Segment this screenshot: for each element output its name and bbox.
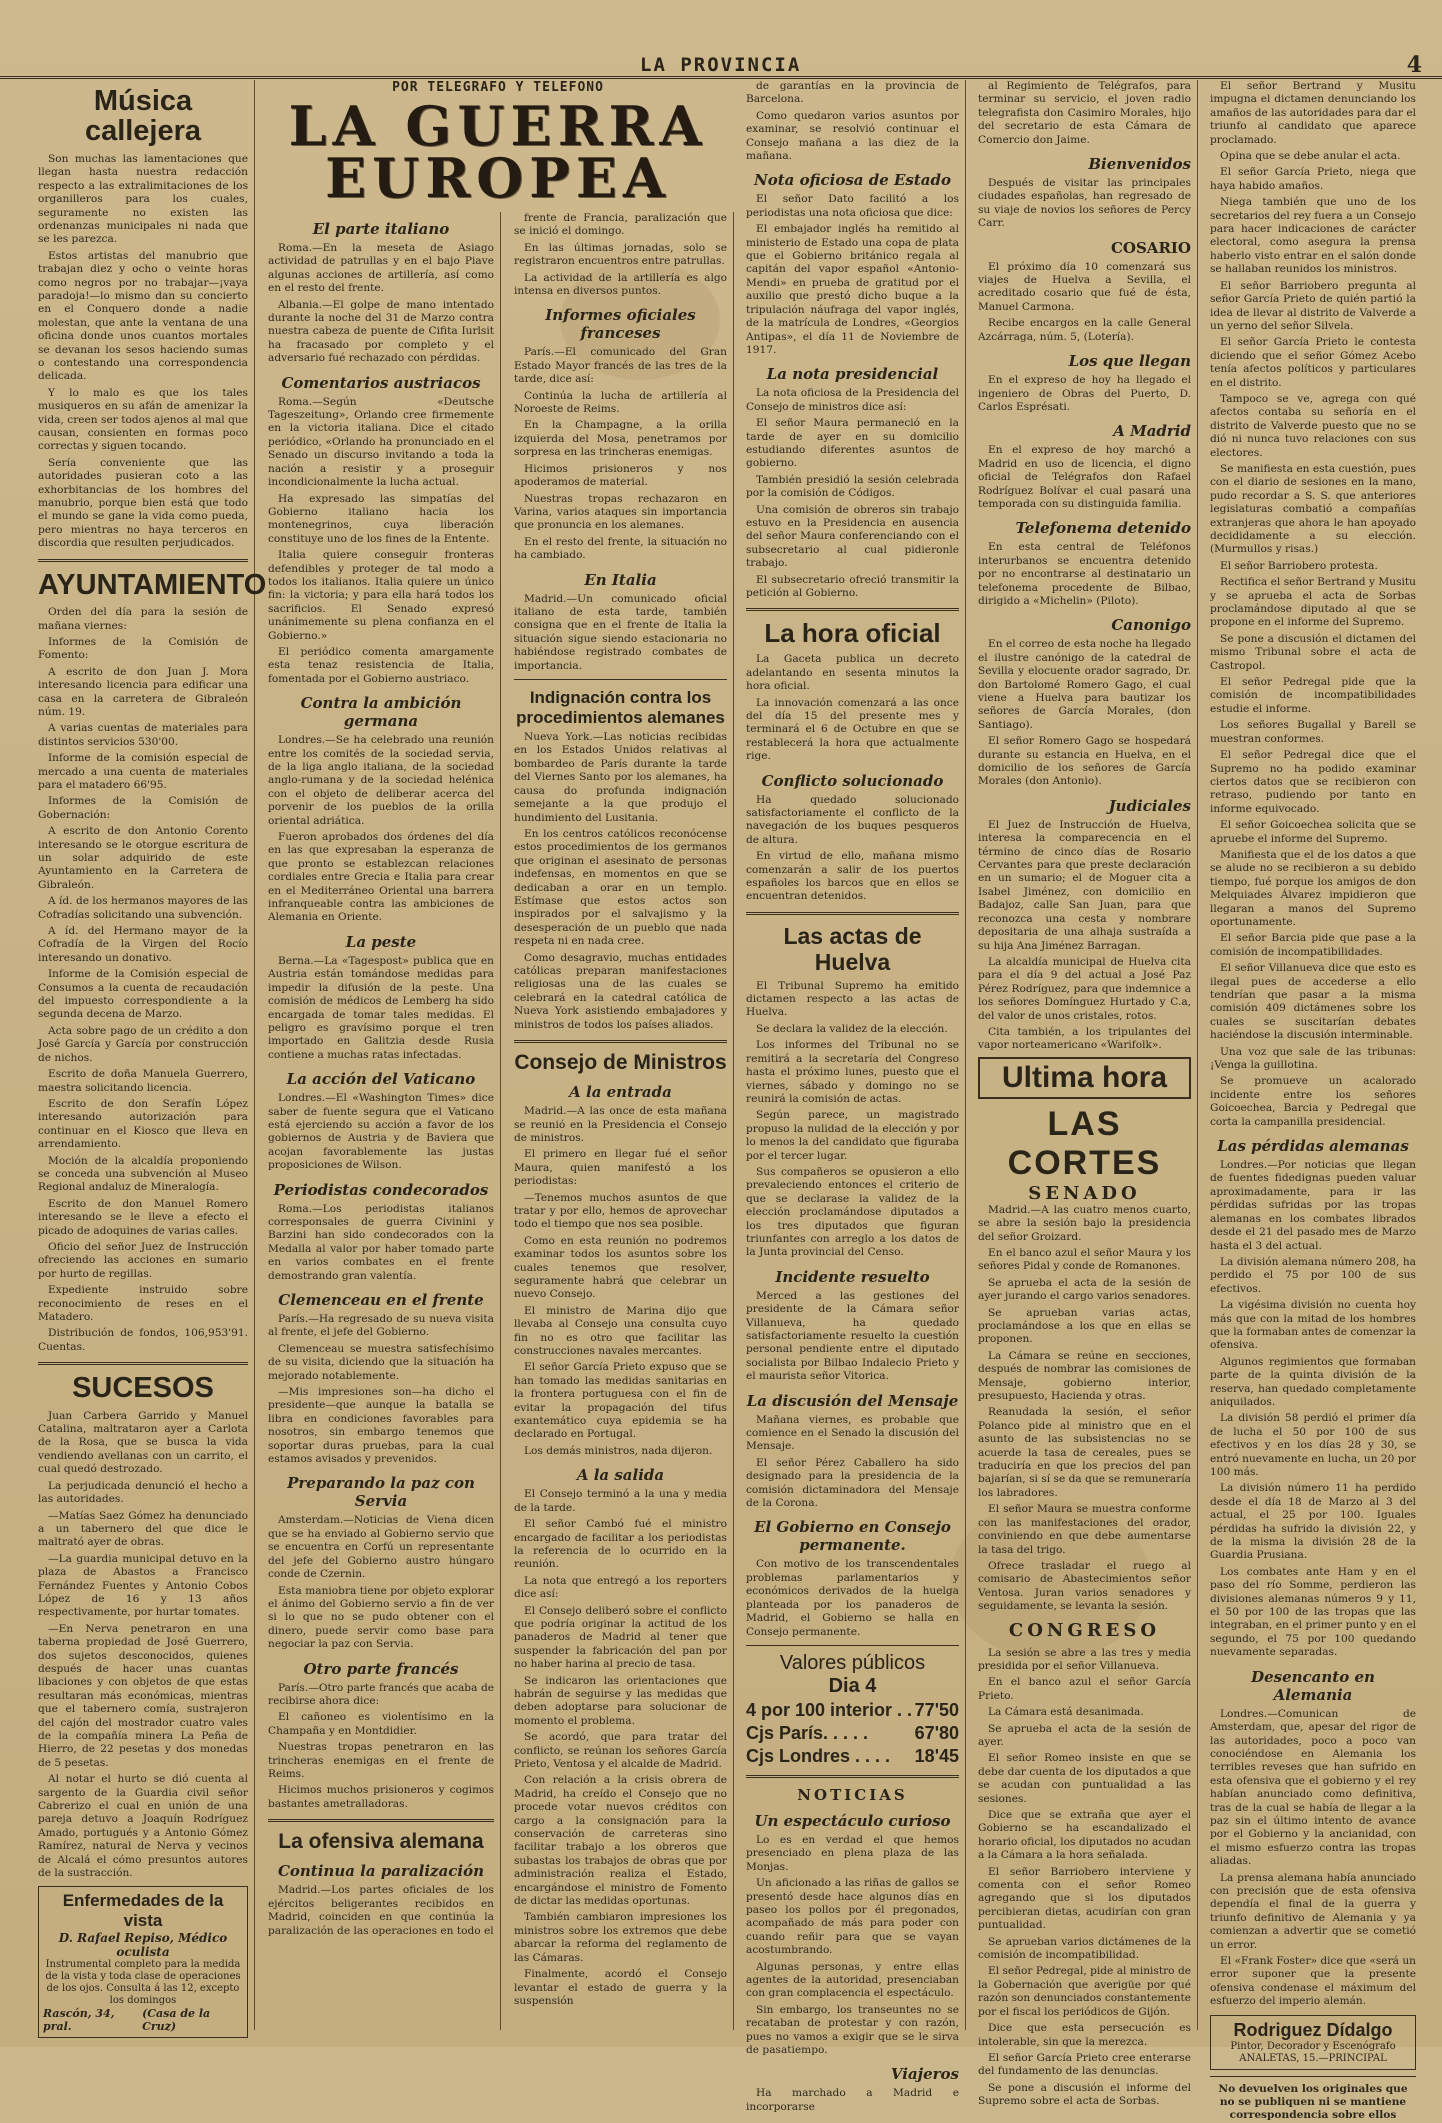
paragraph: Con relación a la crisis obrera de Madrid, ha creído el Consejo que no procede votar nuevos créditos con cargo a la consignación para la conservación de carreteras sino facilitar trabajo a los obreros que subastas los trabajos de obras que por administración realiza el Estado, encargándose el ministro de Fomento de dictar las medidas oportunas. [514,1774,727,1908]
paragraph: Continúa la lucha de artillería al Noroeste de Reims. [514,389,727,416]
divider [268,1819,494,1822]
paragraph: En la Champagne, a la orilla izquierda del Mosa, penetramos por sorpresa en las trincheras enemigas. [514,419,727,459]
paragraph: Se aprueban varias actas, proclamándose a los que en ellas se proponen. [978,1306,1191,1346]
consejo-title: Consejo de Ministros [514,1051,727,1074]
valores-value: 77'50 [914,1699,959,1720]
paragraph: Después de visitar las principales ciudades españolas, han regresado de su viaje de novios los señores de Percy Carr. [978,177,1191,230]
paragraph: Dice que esta persecución es intolerable, sin que la merezca. [978,2022,1191,2048]
paragraph: Ofrece trasladar el ruego al comisario de Abastecimientos señor Ventosa. Juran varios senadores y seguidamente, se levanta la sesión. [978,1559,1191,1613]
paragraph: El Juez de Instrucción de Huelva, interesa la comparecencia en el término de cinco días de Rosario Cervantes para que preste declaración en un sumario; el de Moguer cita a Isabel Jiménez, con domicilio en Badajoz, calle San Juan, para que reconozca una cesta y nombrare depositaria de una alhaja sustraída a su hija Ana Jiménez Barragan. [978,818,1191,952]
masthead [0,52,1442,79]
paragraph: Londres.—Por noticias que llegan de fuentes fidedignas pueden valuar aproximadamente, para ir las pérdidas sufridas por las tropas alemanas en los combates librados desde el 21 del pasado mes de Marzo hasta el 3 del actual. [1210,1159,1416,1252]
paragraph: Reanudada la sesión, el señor Polanco pide al ministro que en el asunto de las subsistencias no se acuerde la tasa de cereales, pues se traduciría en que los precios del pan bajarían, si sí se da que se remuneraría los labradores. [978,1406,1191,1499]
section-head: Desencanto en Alemania [1251,1667,1375,1704]
ad-name: Rodriguez Dídalgo [1233,2019,1393,2040]
hora-title: La hora oficial [764,618,941,649]
paragraph: Hicimos muchos prisioneros y cogimos bastantes ametralladoras. [268,1784,494,1810]
section-head: Los que llegan [1068,352,1191,371]
section-head: La acción del Vaticano [286,1070,476,1089]
paragraph: El señor Dato facilitó a los periodistas una nota oficiosa que dice: [746,193,959,219]
paragraph: La división alemana número 208, ha perdido el 75 por 100 de sus efectivos. [1210,1255,1416,1295]
paragraph: Una comisión de obreros sin trabajo estuvo en la Presidencia en ausencia del señor Maura conferenciando con el subsecretario al cual pidieronle trabajo. [746,503,959,570]
section-head: Periodistas condecorados [273,1180,489,1199]
paragraph: El primero en llegar fué el señor Maura, quien manifestó a los periodistas: [514,1148,727,1188]
paragraph: Dice que se extraña que ayer el Gobierno se ha escandalizado el horario oficial, los diputados no acudan a la Cámara a la hora señalada. [978,1809,1191,1862]
paragraph: Oficio del señor Juez de Instrucción ofreciendo las acciones en sumario por hurto de regillas. [38,1240,248,1280]
section-head: Telefonema detenido [1015,519,1191,538]
divider [38,559,248,562]
paragraph: Ha marchado a Madrid e incorporarse [746,2087,959,2113]
valores-publicos [746,1652,959,1767]
ofensiva-title: La ofensiva alemana [278,1830,484,1854]
divider [746,912,959,915]
paragraph: Estos artistas del manubrio que trabajan diez y ocho o veinte horas como negros por no trabajar—¡vaya paradoja!—lo mismo dan su concierto en el Conquero donde a nadie molestan, que ante la ventana de una oficina donde unos cuantos mortales se devanan los sesos haciendo sumas o contestando una correspondencia delicada. [38,249,248,383]
paragraph: Opina que se debe anular el acta. [1220,150,1401,163]
column-5 [972,80,1198,2108]
paragraph: El señor Romero Gago se hospedará durante su estancia en Huelva, en el domicilio de los señores de García Morales (don Antonio). [978,735,1191,788]
section-head: El Gobierno en Consejo permanente. [754,1518,951,1555]
section-head: Judiciales [1108,796,1191,815]
paragraph: Acta sobre pago de un crédito a don José García y García por construcción de nichos. [38,1024,248,1064]
paragraph: El señor Barriobero interviene y comenta con el señor Romeo agregando que si los diputados percibieran dietas, acudirían con gran puntualidad. [978,1865,1191,1932]
paragraph: También presidió la sesión celebrada por la comisión de Códigos. [746,473,959,500]
paragraph: frente de Francia, paralización que se inició el domingo. [514,212,727,238]
paragraph: Los demás ministros, nada dijeron. [524,1444,713,1457]
section-head: A la salida [576,1466,665,1485]
valores-value: 67'80 [914,1722,959,1743]
paragraph: Londres.—Comunican de Amsterdam, que, apesar del rigor de las autoridades, poco a poco van conociéndose en Alemania los terribles reveses que han sufrido en esta ofensiva que el gobierno y el rey habían anunciado como definitiva, tras de la cual se había de llegar a la paz sin el último intento de avance por el Gobierno y la ancianidad, con el mismo esfuerzo contra las tropas aliadas. [1210,1707,1416,1868]
column-6 [1204,80,1422,2122]
paragraph: La Gaceta publica un decreto adelantando en sesenta minutos la hora oficial. [746,653,959,693]
paragraph: al Regimiento de Telégrafos, para terminar su servicio, el joven radio telegrafista don Casimiro Morales, hijo del secretario de esta Cámara de Comercio don Jaime. [978,80,1191,146]
paragraph: París.—El comunicado del Gran Estado Mayor francés de las tres de la tarde, dice así: [514,346,727,386]
paragraph: de garantías en la provincia de Barcelona. [746,80,959,106]
paragraph: La división 58 perdió el primer día de lucha el 50 por 100 de sus efectivos y en los días 28 y 30, se entró nuevamente en lucha, un 20 por 100 más. [1210,1412,1416,1478]
paragraph: El señor Villanueva dice que esto es ilegal pues de accederse a ello tendrían que pasar a la misma comisión 409 dictámenes sobre los cuales se suscitarían debates haciéndose la discusión interminable. [1210,962,1416,1042]
paragraph: El próximo día 10 comenzará sus viajes de Huelva a Sevilla, el acreditado cosario que fué de ésta, Manuel Carmona. [978,260,1191,313]
paragraph: El Tribunal Supremo ha emitido dictamen respecto a las actas de Huelva. [746,979,959,1019]
guerra-title-line2: EUROPEA [325,146,671,210]
paragraph: En las últimas jornadas, solo se registraron encuentros entre patrullas. [514,241,727,268]
paragraph: Se aprueba el acta de la sesión de ayer jurando el cargo varios senadores. [978,1276,1191,1303]
paragraph: En virtud de ello, mañana mismo comenzarán a salir de los puertos españoles los barcos que en ellos se encuentran detenidos. [746,850,959,903]
paragraph: Clemenceau se muestra satisfechísimo de su visita, diciendo que la situación ha mejorado notablemente. [268,1342,494,1382]
paragraph: Sus compañeros se opusieron a ello prevaleciendo entonces el criterio de que se declarase la validez de la elección proclamándose diputados a los tres diputados que figuran triunfantes con arreglo a los datos de la Junta provincial del Censo. [746,1165,959,1259]
paragraph: El señor Pedregal, pide al ministro de la Gobernación que averigüe por qué razón son denunciados constantemente por el fiscal los periódicos de Gijón. [978,1965,1191,2018]
sucesos-body [38,1410,248,1881]
paragraph: La actividad de la artillería es algo intensa en diversos puntos. [514,271,727,298]
valores-title: Valores públicos [779,1651,926,1674]
paragraph: El señor García Prieto le contesta diciendo que el señor Gómez Acebo tenía afectos políticos y particulares en el distrito. [1210,336,1416,389]
paragraph: El señor Pérez Caballero ha sido designado para la presidencia de la comisión dictaminadora del Mensaje de la Corona. [746,1456,959,1510]
paragraph: Expediente instruido sobre reconocimiento de reses en el Matadero. [38,1284,248,1323]
paragraph: Informe de la comisión especial de mercado a una cuenta de materiales para el matadero 66'95. [38,752,248,791]
paragraph: La nota que entregó a los reporters dice así: [514,1574,727,1601]
valores-row [746,1746,959,1767]
paragraph: A varias cuentas de materiales para distintos servicios 530'00. [38,722,248,748]
paragraph: El Consejo terminó a la una y media de la tarde. [514,1488,727,1514]
paragraph: Se acordó, que para tratar del conflicto, se reúnan los señores García Prieto, Ventosa y el alcalde de Madrid. [514,1731,727,1771]
valores-row [746,1723,959,1744]
paragraph: El cañoneo es violentísimo en la Champaña y en Montdidier. [268,1711,494,1737]
paragraph: Una voz que sale de las tribunas: ¡Venga la guillotina. [1210,1045,1416,1072]
paragraph: El señor Bertrand y Musitu impugna el dictamen denunciando los amaños de las autoridades para dar el triunfo al candidato que aparece proclamado. [1210,80,1416,146]
paragraph: Madrid.—A las once de esta mañana se reunió en la Presidencia el Consejo de ministros. [514,1105,727,1144]
section-head: Nota oficiosa de Estado [754,171,951,190]
valores-day: Dia 4 [828,1674,877,1697]
section-head: A Madrid [1113,422,1191,441]
paragraph: A íd. de los hermanos mayores de las Cofradías solicitando una subvención. [38,895,248,921]
divider [514,1040,727,1043]
paragraph: El señor Pedregal pide que la comisión de incompatibilidades estudie el informe. [1210,676,1416,715]
musica-body [38,153,248,551]
paragraph: El señor García Prieto cree enterarse del fundamento de las denuncias. [978,2051,1191,2078]
ad-line2: ANALETAS, 15.—PRINCIPAL [1239,2052,1387,2064]
ad-doctor: D. Rafael Repiso, Médico oculista [58,1931,228,1960]
paragraph: Se declara la validez de la elección. [756,1022,948,1035]
paragraph: Se manifiesta en esta cuestión, pues con el diario de sesiones en la mano, pudo recordar a S. S. que anteriores legislaturas combatió a compañías extranjeras que ahora le han apoyado decididamente a su elección. (Murmullos y risas.) [1210,462,1416,556]
paragraph: Como quedaron varios asuntos por examinar, se resolvió continuar el Consejo mañana a las diez de la mañana. [746,109,959,163]
section-head: La discusión del Mensaje [746,1391,959,1410]
paragraph: En el banco azul el señor Maura y los señores Pidal y conde de Romanones. [978,1246,1191,1273]
paragraph: En el expreso de hoy marchó a Madrid en uso de licencia, el digno oficial de Telégrafos don Rafael Rodríguez Bolívar el cual pasará una temporada con su distinguida familia. [978,444,1191,510]
paragraph: Madrid.—A las cuatro menos cuarto, se abre la sesión bajo la presidencia del señor Groizard. [978,1203,1191,1243]
paragraph: El señor García Prieto expuso que se han tomado las medidas sanitarias en la frontera portuguesa con el fin de evitar la propagación del tifus exantemático cuya epidemia se ha declarado en Portugal. [514,1361,727,1441]
page-number: 4 [1406,52,1422,78]
paragraph: La Cámara está desanimada. [988,1706,1144,1719]
section-head: Otro parte francés [303,1659,459,1678]
paragraph: La división número 11 ha perdido desde el día 18 de Marzo al 3 del actual, el 25 por 100. Iguales pérdidas ha sufrido la división 22, y de la misma la división 28 de la Guardia Prusiana. [1210,1482,1416,1562]
paragraph: Informe de la Comisión especial de Consumos a la cuenta de recaudación del impuesto correspondiente a la segunda decena de Marzo. [38,968,248,1021]
paragraph: El ministro de Marina dijo que llevaba al Consejo una consulta cuyo fin no es otro que facilitar las construcciones navales mercantes. [514,1304,727,1358]
guerra-title [262,94,734,210]
paragraph: Algunos regimientos que formaban parte de la quinta división de la reserva, han quedado completamente aniquilados. [1210,1355,1416,1408]
paragraph: Los señores Bugallal y Barell se muestran conformes. [1210,719,1416,745]
paragraph: A escrito de don Antonio Corento interesando se le otorgue escritura de un solar adquirido de este Ayuntamiento en la Carretera de Gibraleón. [38,825,248,891]
masthead-title: LA PROVINCIA [640,54,802,76]
paragraph: Como en esta reunión no podremos examinar todos los asuntos sobre los cuales tenemos que resolver, seguramente habrá que celebrar un nuevo Consejo. [514,1234,727,1301]
paragraph: Manifiesta que el de los datos a que se alude no se recibieron a su debido tiempo, fué porque los amigos de don Melquiades Álvarez impidieron que llegaran a manos del Supremo oportunamente. [1210,848,1416,928]
ayuntamiento-title: AYUNTAMIENTO [38,568,267,601]
paragraph: Nueva York.—Las noticias recibidas en los Estados Unidos relativas al bombardeo de París durante la tarde del Viernes Santo por los alemanes, ha causa do profunda indignación semejante a la que produjo el hundimiento del Lusitania. [514,731,727,824]
valores-label: Cjs París. . . . . [746,1722,869,1743]
paragraph: El señor Barriobero pregunta al señor García Prieto de quién partió la idea de llevar al distrito de Valverde a un yerno del señor Silvela. [1210,279,1416,332]
section-head: Contra la ambición germana [300,694,462,731]
paragraph: Roma.—Según «Deutsche Tageszeitung», Orlando cree firmemente en la victoria italiana. Dice el citado periódico, «Orlando ha pronunciado en el Senado un discurso invitando a toda la nación a resistir y a proseguir incondicionalmente la lucha actual. [268,395,494,489]
section-head: En Italia [584,570,657,589]
section-head: Viajeros [890,2065,959,2084]
paragraph: Informes de la Comisión de Gobernación: [38,795,248,821]
divider [1210,2076,1416,2077]
painter-ad [1210,2015,1416,2070]
paragraph: En el resto del frente, la situación no ha cambiado. [514,535,727,562]
paragraph: Mañana viernes, es probable que comience en el Senado la discusión del Mensaje. [746,1413,959,1453]
section-head: COSARIO [1110,238,1191,257]
paragraph: En el banco azul el señor García Prieto. [978,1676,1191,1702]
paragraph: París.—Otro parte francés que acaba de recibirse ahora dice: [268,1681,494,1707]
paragraph: Londres.—Se ha celebrado una reunión entre los comités de la sociedad servia, de la liga anglo italiana, de la sociedad anglo-rumana y de la sociedad helénica con el objeto de deliberar acerca del porvenir de los pueblos de la orilla oriental adriática. [268,734,494,827]
paragraph: Cita también, a los tripulantes del vapor norteamericano «Warifolk». [978,1025,1191,1052]
paragraph: Londres.—El «Washington Times» dice saber de fuente segura que el Vaticano está ejerciendo su acción a favor de los gobiernos de Austria y de Baviera que acojan favorablemente las justas proposiciones de Wilson. [268,1092,494,1172]
section-head: Clemenceau en el frente [278,1291,484,1309]
paragraph: La Cámara se reúne en secciones, después de nombrar las comisiones de Mensaje, gobierno interior, presupuesto, Hacienda y otras. [978,1349,1191,1403]
section-head: Incidente resuelto [775,1267,930,1286]
paragraph: Como desagravio, muchas entidades católicas preparan manifestaciones religiosas una de las cuales se celebrará en la catedral católica de Nueva York asistiendo embajadores y ministros de todos los países aliados. [514,951,727,1031]
paragraph: —La guardia municipal detuvo en la plaza de Abastos a Francisco Fernández Fuentes y Antonio Cobos López de 16 y 13 años respectivamente, por hurtar tomates. [38,1552,248,1619]
noticias-title: NOTICIAS [797,1785,908,1804]
paragraph: Ha quedado solucionado satisfactoriamente el conflicto de la navegación de los buques pesqueros de altura. [746,793,959,846]
paragraph: Niega también que uno de los secretarios del rey fuera a un Consejo para hacer indicaciones de carácter electoral, como asegura la prensa haberlo visto entrar en el salón donde se hallaban reunidos los ministros. [1210,196,1416,276]
paragraph: El periódico comenta amargamente esta tenaz resistencia de Italia, fomentada por el Gobierno austriaco. [268,645,494,685]
ofensiva-sub: Continua la paralización [277,1862,485,1881]
indignacion-title: Indignación contra los procedimientos alemanes [516,687,725,727]
paragraph: —Mis impresiones son—ha dicho el presidente—que aunque la batalla se libra en condiciones favorables para nosotros, sin embargo tenemos que soportar duras pruebas, para la cual estamos avisados y prevenidos. [268,1386,494,1466]
paragraph: Se aprueba el acta de la sesión de ayer. [978,1722,1191,1748]
column-4 [740,80,966,2113]
paragraph: Sin embargo, los transeuntes no se recataban de protestar y con razón, pues no vamos a exigir que se le sirva de pasatiempo. [746,2003,959,2057]
paragraph: En el expreso de hoy ha llegado el ingeniero de Obras del Puerto, D. Carlos Esprésati. [978,374,1191,413]
section-head: Canonigo [1111,616,1191,635]
section-head: El parte italiano [312,220,450,238]
paragraph: En esta central de Teléfonos interurbanos se encuentra detenido por no encontrarse al destinatario un telefonema procedente de Bilbao, dirigido a «Michelin» (Piloto). [978,541,1191,607]
paragraph: La alcaldía municipal de Huelva cita para el día 9 del actual a José Paz Pérez Rodríguez, para que indemnice a los señores Domínguez Hurtado y C.a, del valor de unos cristales, rotos. [978,955,1191,1022]
section-head: Preparando la paz con Servia [287,1474,475,1511]
paragraph: Albania.—El golpe de mano intentado durante la noche del 31 de Marzo contra nuestra cabeza de puente de Cifita Iurlsit ha fracasado por completo y el adversario fué rechazado con pérdidas. [268,298,494,365]
senado-title: SENADO [1028,1182,1141,1204]
section-head: La peste [345,932,417,951]
paragraph: La prensa alemana había anunciado con precisión que de esta ofensiva dependía el final de la guerra y triunfo definitivo de Alemania y ya comienzan a advertir que se cometió un error. [1210,1871,1416,1951]
congreso-title: CONGRESO [1008,1619,1161,1641]
paragraph: Algunas personas, y entre ellas agentes de la autoridad, presenciaban con gran complacencia el espectáculo. [746,1960,959,2000]
paragraph: En el correo de esta noche ha llegado el ilustre canónigo de la catedral de Sevilla y elocuente orador sagrado, Dr. don Bartolomé Romero Gago, el cual viene a Huelva para bautizar los señores de García Morales, (don Santiago). [978,638,1191,731]
valores-row [746,1700,959,1721]
divider [38,1362,248,1365]
eye-doctor-ad [38,1886,248,2038]
paragraph: La innovación comenzará a las once del día 15 del presente mes y terminará el 6 de Octubre en que se restablecerá la hora que actualmente rige. [746,696,959,763]
paragraph: París.—Ha regresado de su nueva visita al frente, el jefe del Gobierno. [268,1313,494,1339]
ayuntamiento-body [38,606,248,1354]
paragraph: —Matías Saez Gómez ha denunciado a un tabernero del que dice le maltrató ayer de obras. [38,1509,248,1549]
paragraph: La vigésima división no cuenta hoy más que con la mitad de los hombres que la formaban antes de comenzar la ofensiva. [1210,1299,1416,1352]
divider [746,1645,959,1646]
ad-line1: Pintor, Decorador y Escenógrafo [1230,2040,1396,2052]
paragraph: Escrito de don Serafín López interesando autorización para continuar en el Kiosco que lleva en arrendamiento. [38,1097,248,1151]
paragraph: Italia quiere conseguir fronteras defendibles y proteger de tal modo a todos los italianos. Italia quiere un único fin: la victoria; y para ella hará todos los sacrificios. El Senado expresó unánimemente su plena confianza en el Gobierno.» [268,549,494,642]
paragraph: Escrito de don Manuel Romero interesando se le lleve a efecto el picado de adoquines de varias calles. [38,1197,248,1237]
paragraph: Tampoco se ve, agrega con qué afectos contaba su señoría en el distrito de Valverde puesto que no se dió ni nunca tuvo relaciones con sus electores. [1210,392,1416,459]
section-head: Comentarios austriacos [281,373,481,392]
paragraph: Recibe encargos en la calle General Azcárraga, núm. 5, (Lotería). [978,317,1191,343]
paragraph: Son muchas las lamentaciones que llegan hasta nuestra redacción respecto a las extralimitaciones de los organilleros para los cuales, seguramente no existen las ordenanzas municipales ni nada que se les parezca. [38,152,248,246]
paragraph: Con motivo de los transcendentales problemas parlamentarios y económicos derivados de la huelga planteada por los panaderos de Madrid, el Gobierno se halla en Consejo permanente. [746,1558,959,1638]
paragraph: Se pone a discusión el dictamen del mismo Tribunal sobre el acta de Castropol. [1210,632,1416,672]
section-head: Bienvenidos [1088,155,1191,174]
paragraph: El señor Maura se muestra conforme con las manifestaciones del orador, conviniendo en que debe aumentarse la tasa del trigo. [978,1503,1191,1556]
paragraph: Los combates ante Ham y en el paso del río Somme, perdieron las divisiones alemanas números 9 y 11, el 50 por 100 de las tropas que las integraban, en el primer punto y en el segundo, el 75 por 100 quedando nuevamente separadas. [1210,1565,1416,1659]
paragraph: El señor Maura permaneció en la tarde de ayer en su domicilio estudiando diferentes asuntos de gobierno. [746,417,959,470]
paragraph: El señor Romeo insiste en que se debe dar cuenta de los diputados a que se acudan con puntualidad a las sesiones. [978,1752,1191,1805]
section-head: Las pérdidas alemanas [1217,1137,1409,1156]
paragraph: La perjudicada denunció el hecho a las autoridades. [38,1479,248,1506]
paragraph: El señor Goicoechea solicita que se apruebe el informe del Supremo. [1210,819,1416,845]
paragraph: Hicimos prisioneros y nos apoderamos de material. [514,462,727,489]
paragraph: Fueron aprobados dos órdenes del día en las que expresaban la esperanza de que pronto se establezcan relaciones cordiales entre Grecia e Italia para crear en el Mediterráneo Oriental una barrera infranqueable contra las ambiciones de Alemania en Oriente. [268,831,494,924]
paragraph: El «Frank Foster» dice que «será un error suponer que la presente ofensiva condenase el máximum del esfuerzo del imperio alemán. [1210,1955,1416,2008]
paragraph: Moción de la alcaldía proponiendo se conceda una subvención al Museo Regional andaluz de Mineralogía. [38,1154,248,1194]
paragraph: —Tenemos muchos asuntos de que tratar y por ello, hemos de aprovechar todo el tiempo que nos sea posible. [514,1191,727,1231]
paragraph: Madrid.—Un comunicado oficial italiano de esta tarde, también consigna que en el frente de Italia la situación sigue siendo estacionaria no habiéndose registrado combates de importancia. [514,592,727,672]
paragraph: Según parece, un magistrado propuso la nulidad de la elección y por lo menos la del candidato que figuraba por el tercer lugar. [746,1109,959,1162]
paragraph: Se aprueban varios dictámenes de la comisión de incompatibilidad. [978,1935,1191,1962]
section-head: Conflicto solucionado [761,771,944,790]
paragraph: Amsterdam.—Noticias de Viena dicen que se ha enviado al Gobierno servio que se encuentra en Corfú un representante del jefe del Gobierno austro húngaro conde de Czernin. [268,1514,494,1581]
paragraph: Y lo malo es que los tales musiqueros en su afán de amenizar la vida, creen ser todos ajenos al mal que causan, consienten en formas poco correctas y siguen tocando. [38,386,248,453]
paragraph: Berna.—La «Tagespost» publica que en Austria están tomándose medidas para impedir la difusión de la peste. Una comisión de médicos de Lemberg ha sido encargada de tomar tales medidas. El peligro es gravísimo porque el tren importado en Galitzia desde Rusia contiene a muchas ratas infectadas. [268,954,494,1061]
paragraph: Escrito de doña Manuela Guerrero, maestra solicitando licencia. [38,1068,248,1094]
paragraph: Esta maniobra tiene por objeto explorar el ánimo del Gobierno servio a fin de ver si lo que no se pudo obtener con el dinero, puede servir como base para negociar la paz con Servia. [268,1584,494,1651]
paragraph: Los informes del Tribunal no se remitirá a la secretaría del Congreso hasta el próximo lunes, puesto que el viernes, sábado y domingo no se reunirá la comisión de actas. [746,1039,959,1105]
column-2 [262,212,501,2030]
section-head: Un espectáculo curioso [754,1811,951,1830]
paragraph: Roma.—Los periodistas italianos corresponsales de guerra Civinini y Barzini han sido condecorados con la Medalla al valor por haber tomado parte en varios combates en el frente demostrando gran valentía. [268,1202,494,1282]
paragraph: Finalmente, acordó el Consejo levantar el estado de guerra y la suspensión [514,1968,727,2007]
paragraph: Orden del día para la sesión de mañana viernes: [38,606,248,632]
paragraph: El señor Barriobero protesta. [1220,559,1378,572]
divider [746,608,959,611]
actas-title: Las actas de Huelva [783,922,922,976]
valores-value: 18'45 [914,1745,959,1766]
footer-note: No devuelven los originales que no se publiquen ni se mantiene correspondencia sobre ellos [1218,2082,1408,2122]
paragraph: Se pone a discusión el informe del Supremo sobre el acta de Sorbas. [978,2081,1191,2108]
paragraph: Al notar el hurto se dió cuenta al sargento de la Guardia civil señor Cabrerizo el cual en unión de una pareja detuvo a Joaquín Rodríguez Amado, portugués y a Antonio Gómez Ramírez, natural de Nerva y vecinos de Alcalá el cómo presuntos autores de la sustracción. [38,1773,248,1880]
paragraph: Informes de la Comisión de Fomento: [38,635,248,662]
paragraph: El embajador inglés ha remitido al ministerio de Estado una copa de plata que el Gobierno británico regala al capitán del vapor español «Antonio-Mendi» en prueba de gratitud por el auxilio que prestó dicho buque a la tripulación náufraga del vapor inglés, de la matrícula de Londres, «Georgios Antipas», el día 11 de Noviembre de 1917. [746,223,959,356]
paragraph: A escrito de don Juan J. Mora interesando licencia para edificar una casa en la carretera de Gibraleón núm. 19. [38,665,248,718]
divider [514,679,727,680]
paragraph: El subsecretario ofreció transmitir la petición al Gobierno. [746,573,959,599]
paragraph: La sesión se abre a las tres y media presidida por el señor Villanueva. [978,1646,1191,1672]
section-head: La nota presidencial [766,365,939,384]
ad-text: Instrumental completo para la medida de la vista y toda clase de operaciones de los ojos. Consulta á las 12, excepto los domingos [45,1959,241,2007]
paragraph: Distribución de fondos, 106,953'91. Cuentas. [38,1327,248,1353]
paragraph: La nota oficiosa de la Presidencia del Consejo de ministros dice así: [746,387,959,413]
valores-label: 4 por 100 interior . . [746,1699,913,1720]
paragraph: Nuestras tropas penetraron en las trincheras enemigas en el frente de Reims. [268,1741,494,1780]
paragraph: El señor Cambó fué el ministro encargado de facilitar a los periodistas la referencia de lo ocurrido en la reunión. [514,1518,727,1571]
sucesos-title: SUCESOS [72,1372,214,1405]
paragraph: Lo es en verdad el que hemos presenciado en plena plaza de las Monjas. [746,1833,959,1873]
column-1 [32,80,267,2034]
paragraph: El señor García Prieto, niega que haya habido amaños. [1210,166,1416,192]
divider [746,1775,959,1778]
paragraph: Rectifica el señor Bertrand y Musitu y se aprueba el acta de Sorbas proclamándose diputado al que se propone en el informe del Supremo. [1210,576,1416,629]
valores-label: Cjs Londres . . . . [746,1745,891,1766]
ad-address-right: (Casa de la Cruz) [142,2007,211,2034]
paragraph: —En Nerva penetraron en una taberna propiedad de José Guerrero, dos sujetos desconocidos, quienes después de hacer unas cuantas libaciones y con objetos de que estas resultaran más económicas, mientras que el tabernero comía, sustrajeron del cajón del mostrador cuatro vales de la compañía minera La Peña de Hierro, de 22 pesetas y dos monedas de 5 pesetas. [38,1622,248,1769]
guerra-title-line1: LA GUERRA [288,94,708,158]
musica-title: Música callejera [84,85,202,148]
paragraph: Merced a las gestiones del presidente de la Cámara señor Villanueva, ha quedado satisfactoriamente resuelto la cuestión personal pendiente entre el diputado socialista por Bilbao Indalecio Prieto y el maurista señor Vitorica. [746,1289,959,1383]
column-3 [508,212,734,2030]
guerra-kicker: POR TELEGRAFO Y TELEFONO [392,80,604,95]
paragraph: Un aficionado a las riñas de gallos se presentó desde hace algunos días en paseo los pollos por él pregonados, acompañado de más para poder con cuando reñir para que se vayan acostumbrando. [746,1877,959,1957]
cortes-title: LAS CORTES [1007,1104,1162,1182]
ad-title: Enfermedades de la vista [62,1891,224,1931]
paragraph: En los centros católicos reconócense estos procedimientos de los germanos que originan el asesinato de personas indefensas, en momentos en que se dedicaban a orar en un templo. Estímase que estos actos son inspirados por el salvajismo y la desesperación de un pueblo que nada respeta ni en nada cree. [514,827,727,948]
ultima-hora-title: Ultima hora [978,1057,1191,1099]
section-head: A la entrada [569,1083,672,1102]
ad-address [43,2007,243,2033]
paragraph: Se promueve un acalorado incidente entre los señores Goicoechea, Barcia y Pedregal que corta la campanilla presidencial. [1210,1075,1416,1128]
paragraph: Se indicaron las orientaciones que habrán de seguirse y las medidas que deben adoptarse para solucionar de momento el problema. [514,1674,727,1727]
section-head: Informes oficiales franceses [545,306,696,343]
paragraph: El Consejo deliberó sobre el conflicto que podría originar la actitud de los panaderos de Madrid al tener que suspender la fabricación del pan por no haber harina al precio de tasa. [514,1604,727,1671]
paragraph: Sería conveniente que las autoridades pusieran coto a las exhorbitancias de los hombres del manubrio, porque bien está que todo el mundo se gane la vida como pueda, pero mientras no haya terceros en discordia que resulten perjudicados. [38,456,248,550]
paragraph: Madrid.—Los partes oficiales de los ejércitos beligerantes recibidos en Madrid, coinciden en que continúa la paralización de las operaciones en todo el [268,1884,494,1937]
paragraph: El señor Barcia pide que pase a la comisión de incompatibilidades. [1210,932,1416,958]
paragraph: Juan Carbera Garrido y Manuel Catalina, maltrataron ayer a Carlota de la Rosa, que se busca la vida vendiendo avellanas con un carrito, el cual quedó destrozado. [38,1409,248,1476]
paragraph: Ha expresado las simpatías del Gobierno italiano hacia los montenegrinos, cuya liberación constituye uno de los fines de la Entente. [268,492,494,545]
paragraph: También cambiaron impresiones los ministros sobre los extremos que debe abarcar la reforma del reglamento de las Cámaras. [514,1911,727,1964]
paragraph: Roma.—En la meseta de Asiago actividad de patrullas y en el bajo Piave algunas acciones de artillería, así como en el resto del frente. [268,242,494,295]
ad-address-left: Rascón, 34, pral. [43,2007,115,2034]
paragraph: Nuestras tropas rechazaron en Varina, varios ataques sin importancia que pronuncia en los alemanes. [514,492,727,532]
paragraph: El señor Pedregal dice que el Supremo no ha podido examinar ciertos datos que se recibieron con retraso, pudiendo por tanto en informe equivocado. [1210,749,1416,815]
paragraph: A íd. del Hermano mayor de la Cofradía de la Virgen del Rocío interesando un donativo. [38,925,248,964]
